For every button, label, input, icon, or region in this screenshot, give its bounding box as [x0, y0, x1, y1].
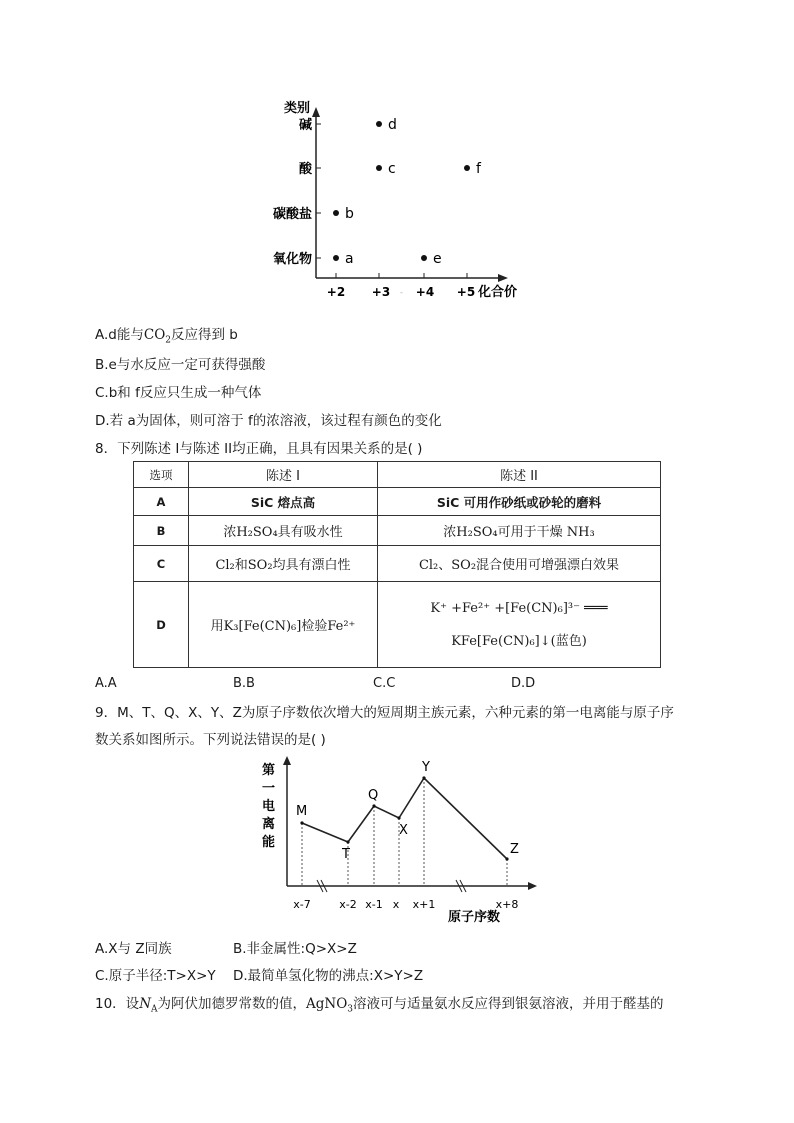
q8-stem: 8．下列陈述 I与陈述 II均正确，且具有因果关系的是( ) — [95, 441, 423, 457]
x-tick-label: x-7 — [293, 898, 311, 911]
data-point-a — [333, 255, 339, 261]
q9-option-b: B.非金属性:Q>X>Z — [233, 941, 357, 957]
x-tick-label: x-2 — [339, 898, 357, 911]
point-label-Q: Q — [368, 788, 379, 803]
q8-option-a: A.A — [95, 676, 117, 691]
table-row: A SiC 熔点高 SiC 可用作砂纸或砂轮的磨料 — [134, 488, 661, 516]
data-point-M — [300, 821, 303, 824]
q8-option-d: D.D — [511, 676, 536, 691]
svg-text:-: - — [400, 288, 403, 297]
x-tick-label: +2 — [326, 285, 346, 299]
point-label-e: e — [433, 251, 442, 267]
y-axis-title: 电 — [262, 799, 276, 814]
ionization-line — [302, 778, 507, 859]
category-label: 酸 — [298, 162, 312, 177]
point-label-c: c — [388, 161, 396, 177]
x-tick-label: +3 — [371, 285, 391, 299]
y-axis-title: 离 — [262, 817, 276, 832]
x-tick-label: x+8 — [495, 898, 519, 911]
header-statement-2: 陈述 II — [378, 462, 661, 488]
data-point-Y — [422, 776, 425, 779]
header-statement-1: 陈述 I — [189, 462, 378, 488]
table-header-row — [134, 462, 661, 488]
data-point-Q — [372, 804, 375, 807]
point-label-M: M — [296, 804, 308, 819]
data-point-X — [397, 816, 400, 819]
category-label: 氧化物 — [272, 252, 312, 267]
valence-category-chart — [268, 95, 528, 307]
q7-option-d: D.若 a为固体，则可溶于 f的浓溶液，该过程有颜色的变化 — [95, 413, 442, 429]
point-label-f: f — [476, 161, 481, 177]
q9-option-c: C.原子半径:T>X>Y — [95, 968, 216, 984]
q8-option-b: B.B — [233, 676, 255, 691]
y-axis-title: 类别 — [284, 101, 311, 116]
point-label-T: T — [342, 847, 350, 862]
data-point-Z — [505, 857, 508, 860]
x-tick-label: +4 — [415, 285, 435, 299]
x-tick-label: x-1 — [365, 898, 383, 911]
q8-option-c: C.C — [373, 676, 396, 691]
point-label-Y: Y — [422, 760, 430, 775]
point-label-a: a — [345, 251, 354, 267]
point-label-b: b — [345, 206, 354, 222]
x-axis-title: 原子序数 — [447, 910, 501, 925]
table-row: C Cl₂和SO₂均具有漂白性 Cl₂、SO₂混合使用可增强漂白效果 — [134, 546, 661, 582]
category-label: 碱 — [298, 118, 312, 133]
fig2-points — [296, 760, 519, 862]
point-label-Z: Z — [510, 842, 519, 857]
y-axis-title: 能 — [262, 835, 276, 850]
x-tick-label: x+1 — [412, 898, 436, 911]
y-axis-title: 第 — [262, 763, 276, 778]
data-point-b — [333, 210, 339, 216]
data-point-e — [421, 255, 427, 261]
x-tick-label: +5 — [456, 285, 476, 299]
x-axis-title: 化合价 — [478, 285, 518, 300]
x-tick-label: x — [392, 898, 400, 911]
q9-stem-line2: 数关系如图所示。下列说法错误的是( ) — [95, 732, 326, 748]
table-row: D 用K₃[Fe(CN)₆]检验Fe²⁺ K⁺ +Fe²⁺ +[Fe(CN)₆]³⁻ ═══ KFe[Fe(CN)₆]↓(蓝色) — [134, 582, 661, 668]
data-point-c — [376, 165, 382, 171]
fig1-points — [333, 117, 482, 267]
point-label-X: X — [399, 823, 408, 838]
y-axis-title: 一 — [262, 781, 276, 796]
q7-option-c: C.b和 f反应只生成一种气体 — [95, 385, 262, 401]
q9-stem-line1: 9．M、T、Q、X、Y、Z为原子序数依次增大的短周期主族元素，六种元素的第一电离能与原子序 — [95, 705, 674, 721]
q8-table — [133, 461, 661, 668]
q9-option-d: D.最简单氢化物的沸点:X>Y>Z — [233, 968, 424, 984]
header-option: 选项 — [134, 462, 189, 488]
category-label: 碳酸盐 — [272, 207, 312, 222]
ionization-energy-chart — [255, 756, 540, 931]
x-axis-arrow — [498, 274, 508, 282]
q7-option-a: A.d能与$CO_2$反应得到 b — [95, 327, 238, 346]
q9-option-a: A.X与 Z同族 — [95, 941, 172, 957]
point-label-d: d — [388, 117, 397, 133]
data-point-f — [464, 165, 470, 171]
data-point-T — [346, 840, 349, 843]
table-row: B 浓H₂SO₄具有吸水性 浓H₂SO₄可用于干燥 NH₃ — [134, 516, 661, 546]
q7-option-b: B.e与水反应一定可获得强酸 — [95, 357, 266, 373]
y-axis-arrow — [312, 107, 320, 117]
data-point-d — [376, 121, 382, 127]
q10-stem: 10．设$N_A$为阿伏加德罗常数的值，AgNO$_3$溶液可与适量氨水反应得到银氨溶液，并用于醛基的 — [95, 996, 664, 1015]
